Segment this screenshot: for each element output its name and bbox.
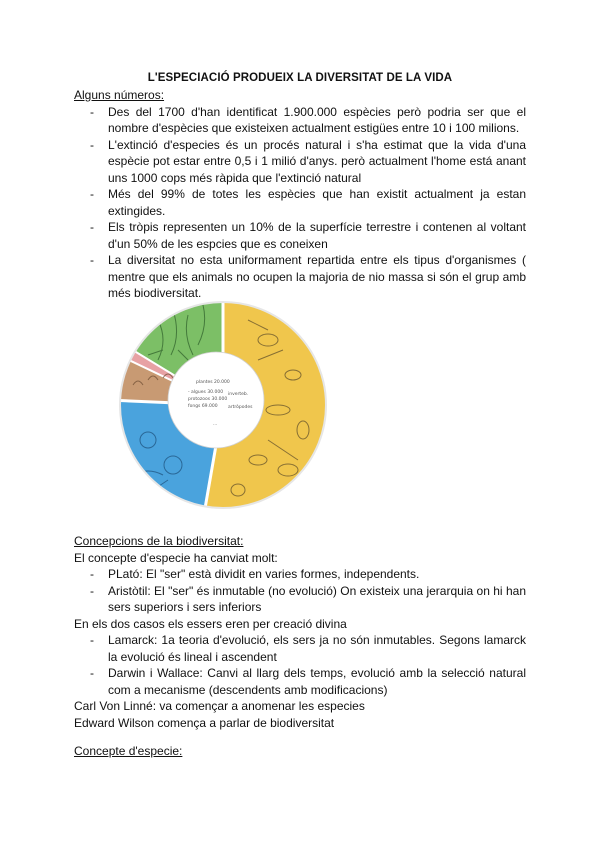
list-item: - L'extinció d'especies és un procés natural i s'ha estimat que la vida d'una espècie pot estar entre 0,5 i 1 milió d'anys. però actualment l'home está anant uns 1000 cops més ràpida que l'extinció natural xyxy=(90,137,526,187)
list-item: - PLató: El "ser" està dividit en varies formes, independents. xyxy=(90,566,526,583)
section-numbers xyxy=(74,87,526,302)
paragraph: Carl Von Linné: va començar a anomenar les especies xyxy=(74,699,365,713)
paragraph: El concepte d'especie ha canviat molt: xyxy=(74,550,278,565)
wheel-label: artròpodes xyxy=(228,405,253,410)
page-title: L'ESPECIACIÓ PRODUEIX LA DIVERSITAT DE LA VIDA xyxy=(147,72,453,84)
evolution-list xyxy=(90,632,526,698)
list-item: - Més del 99% de totes les espècies que han existit actualment ja estan extingides. xyxy=(90,186,526,219)
wheel-label: protozoos 30.000 xyxy=(188,397,228,402)
list-item: - Aristòtil: El "ser" és inmutable (no evolució) On existeix una jerarquia on hi han sers superiors i sers inferiors xyxy=(90,583,526,616)
paragraph: En els dos casos els essers eren per creació divina xyxy=(74,616,347,631)
wheel-label: plantes 20.000 xyxy=(196,380,230,385)
section-heading-numbers: Alguns números: xyxy=(74,88,165,102)
biodiversity-wheel-svg xyxy=(118,300,328,510)
list-item: - Lamarck: 1a teoria d'evolució, els sers ja no són inmutables. Segons lamarck la evolució és lineal i ascendent xyxy=(90,632,526,665)
section-conceptions xyxy=(74,533,526,731)
wheel-label: ... xyxy=(213,422,218,427)
wheel-label: - algues 30.000 xyxy=(188,390,224,395)
list-item: - Els tròpis representen un 10% de la superfície terrestre i contenen al voltant d'un 50% de les espcies que es coneixen xyxy=(90,219,526,252)
paragraph: Edward Wilson comença a parlar de biodiversitat xyxy=(74,715,335,730)
numbers-list xyxy=(90,104,526,302)
philosophers-list xyxy=(90,566,526,616)
list-item: - Darwin i Wallace: Canvi al llarg dels temps, evolució amb la selecció natural com a mecanisme (descendents amb modificacions) xyxy=(90,665,526,698)
wheel-label: inverteb. xyxy=(228,392,249,397)
biodiversity-wheel-figure xyxy=(118,300,328,510)
wheel-label: fongs 69.000 xyxy=(188,404,218,409)
section-heading-species: Concepte d'especie: xyxy=(74,744,183,758)
section-species-concept xyxy=(74,743,526,760)
list-item: - La diversitat no esta uniformament repartida entre els tipus d'organismes ( mentre que els animals no ocupen la majoria de nio massa si són el grup amb més biodiversitat. xyxy=(90,252,526,302)
section-heading-conceptions: Concepcions de la biodiversitat: xyxy=(74,534,244,548)
list-item: - Des del 1700 d'han identificat 1.900.000 espècies però podria ser que el nombre d'espècies que existeixen actualment estigües entre 10 i 100 milions. xyxy=(90,104,526,137)
